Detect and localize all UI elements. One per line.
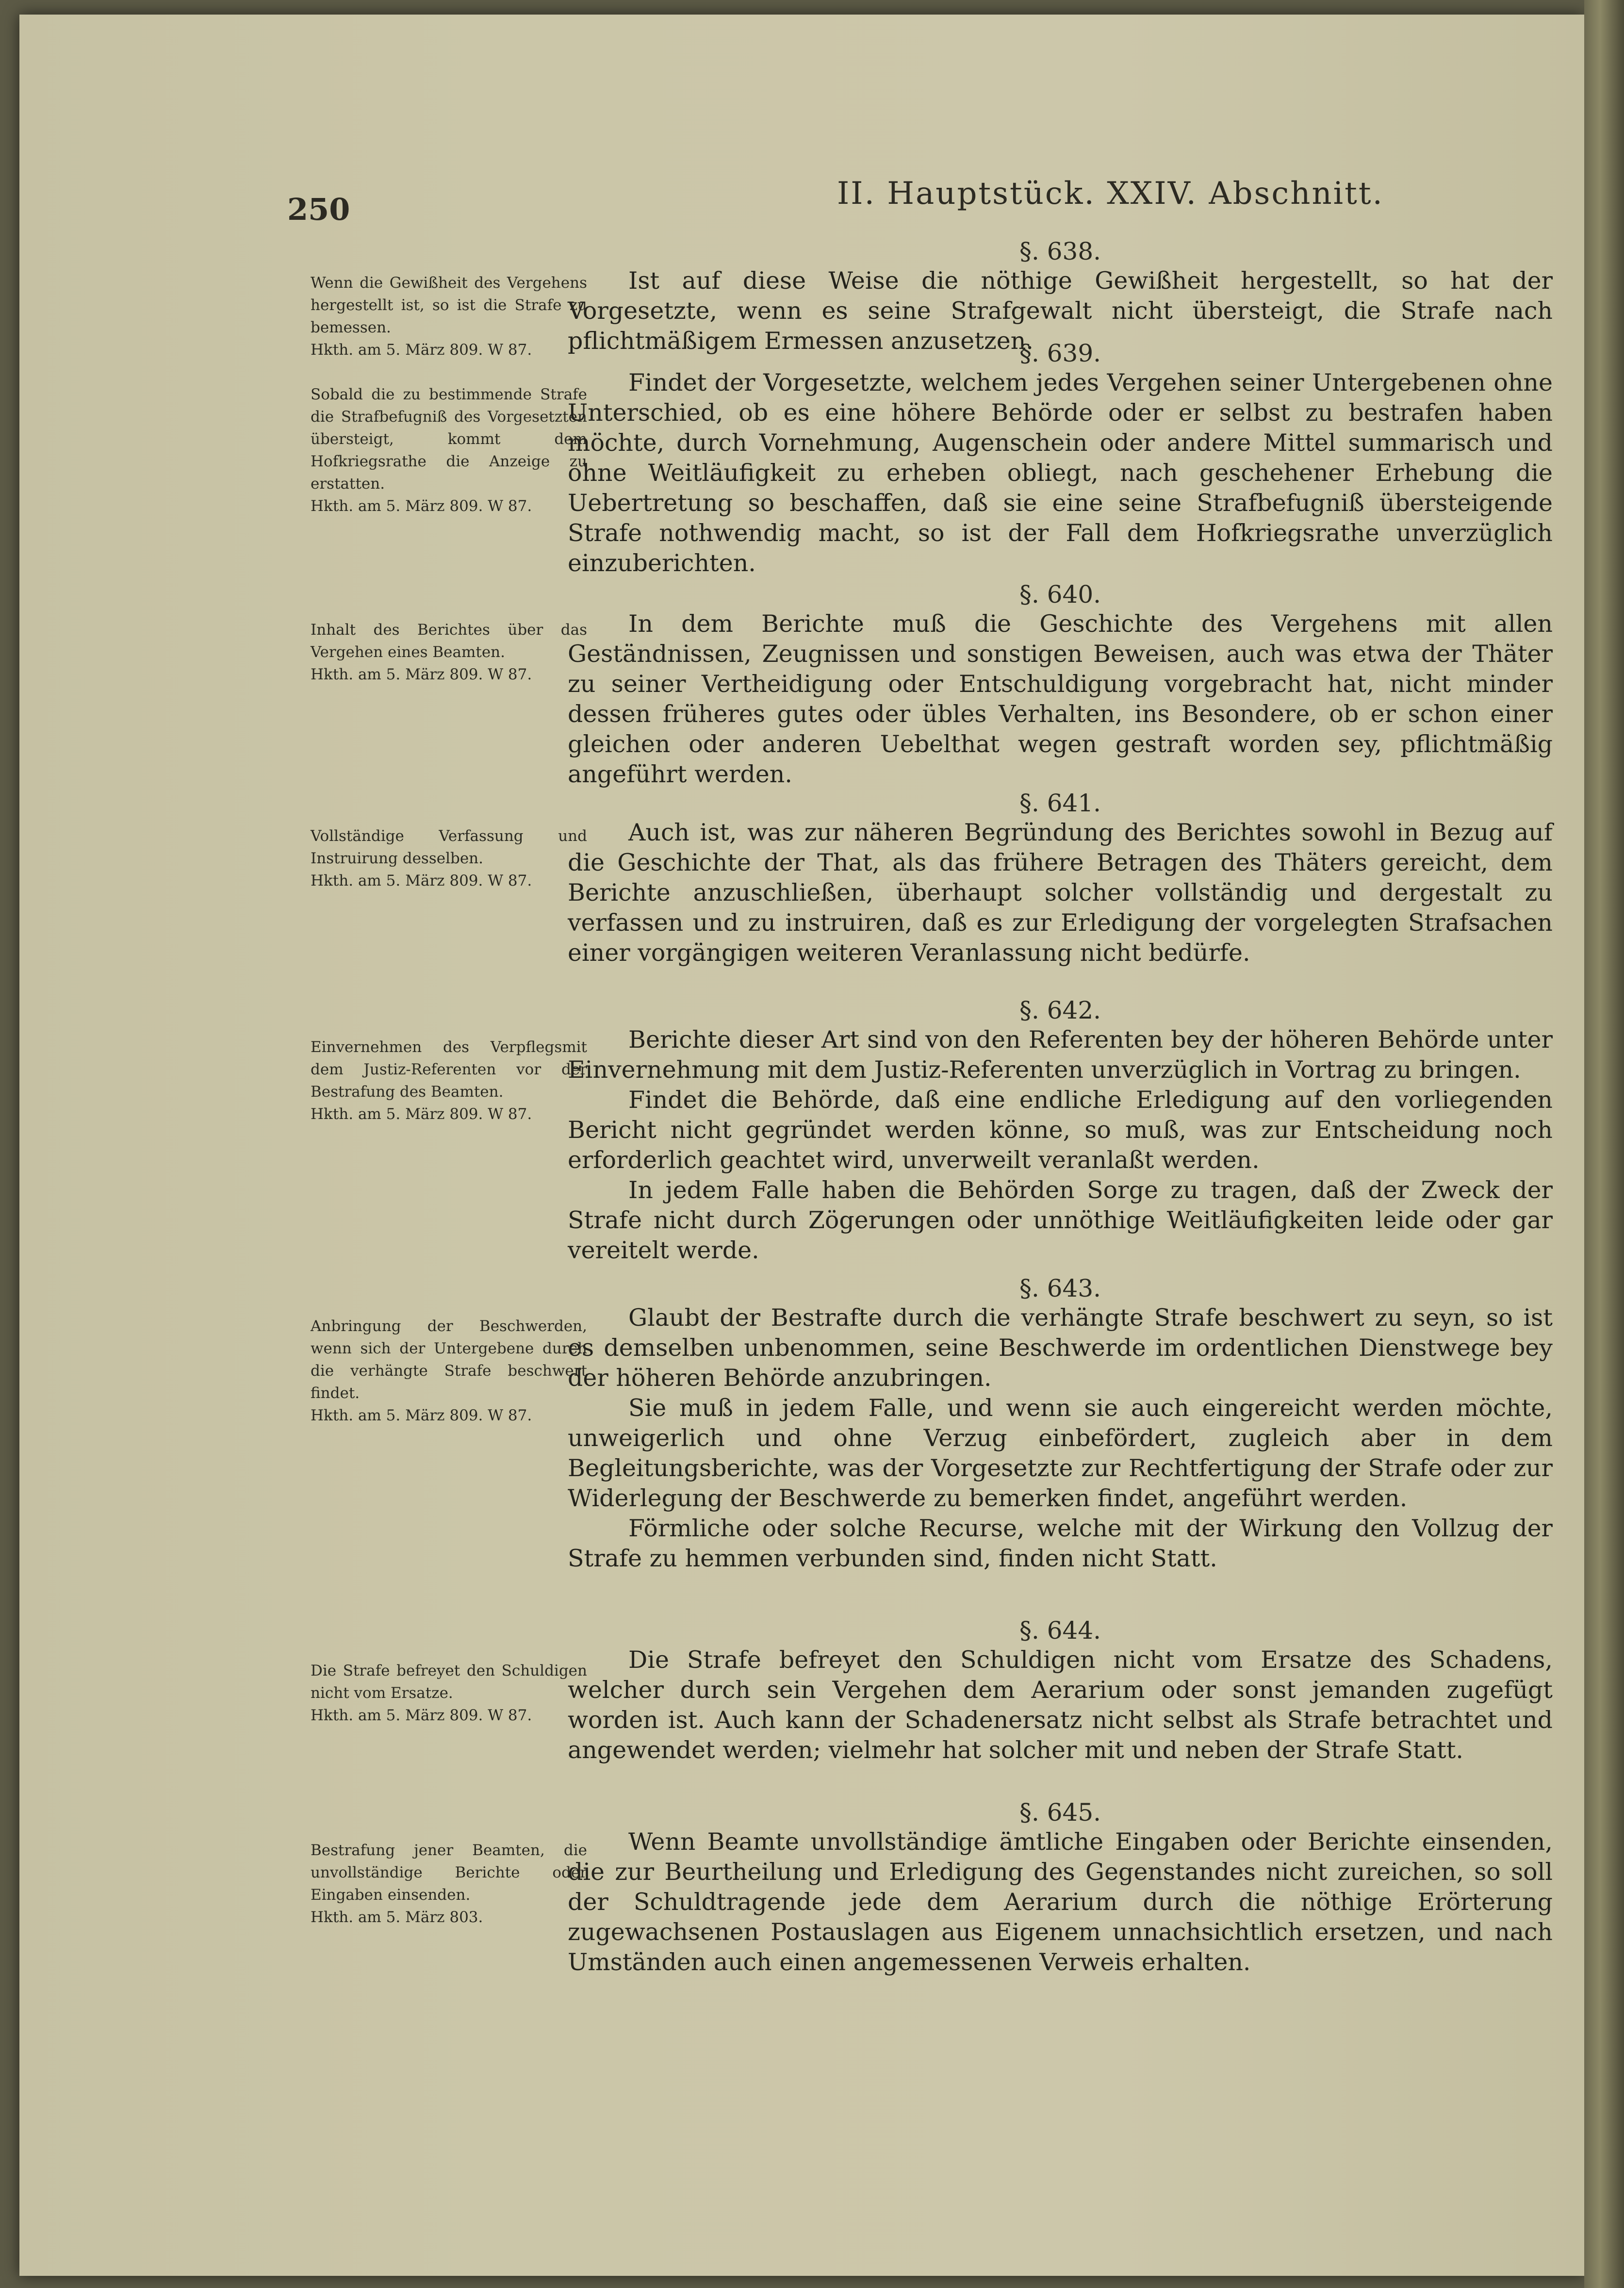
section-number: §. 642. <box>1019 996 1101 1024</box>
section-paragraph: Die Strafe befreyet den Schuldigen nicht vom Ersatze des Schadens, welcher durch sein Vergehen dem Aerarium oder sonst jemanden zugefügt worden ist. Auch kann der Schadenersatz nicht selbst als Strafe betrachtet und angewendet werden; vielmehr hat solcher mit und neben der Strafe Statt. <box>568 1646 1553 1764</box>
margin-note-641 <box>311 825 587 892</box>
section-paragraph: Sie muß in jedem Falle, und wenn sie auch eingereicht werden möchte, unweigerlich und ohne Verzug einbefördert, zugleich aber in dem Begleitungsberichte, was der Vorgesetzte zur Rechtfertigung der Strafe oder zur Widerlegung der Beschwerde zu bemerken findet, angeführt werden. <box>568 1394 1553 1512</box>
section-paragraph: Findet die Behörde, daß eine endliche Erledigung auf den vorliegenden Bericht nicht gegründet werden könne, so muß, was zur Entscheidung noch erforderlich geachtet wird, unverweilt veranlaßt werden. <box>568 1086 1553 1174</box>
margin-note-643 <box>311 1315 587 1427</box>
section-number: §. 641. <box>1019 789 1101 817</box>
margin-note-ref: Hkth. am 5. März 809. W 87. <box>311 666 532 683</box>
section-paragraph: Wenn Beamte unvollständige ämtliche Eingaben oder Berichte einsenden, die zur Beurtheilung und Erledigung des Gegenstandes nicht zureichen, so soll der Schuldtragende jede dem Aerarium durch die nöthige Erörterung zugewachsenen Postauslagen aus Eigenem unnachsichtlich ersetzen, und nach Umständen auch einen angemessenen Verweis erhalten. <box>568 1828 1553 1976</box>
margin-note-645 <box>311 1839 587 1928</box>
margin-note-text: Wenn die Gewißheit des Vergehens hergestellt ist, so ist die Strafe zu bemessen. <box>311 274 587 336</box>
page-number: 250 <box>287 192 350 227</box>
section-paragraph: Berichte dieser Art sind von den Referenten bey der höheren Behörde unter Einvernehmung mit dem Justiz-Referenten unverzüglich in Vortrag zu bringen. <box>568 1026 1553 1084</box>
margin-note-ref: Hkth. am 5. März 809. W 87. <box>311 1105 532 1123</box>
margin-note-text: Inhalt des Berichtes über das Vergehen eines Beamten. <box>311 621 587 661</box>
margin-note-ref: Hkth. am 5. März 809. W 87. <box>311 872 532 889</box>
margin-note-text: Anbringung der Beschwerden, wenn sich der Untergebene durch die verhängte Strafe beschwert findet. <box>311 1317 587 1402</box>
section-641 <box>568 789 1553 968</box>
section-paragraph: Findet der Vorgesetzte, welchem jedes Vergehen seiner Untergebenen ohne Unterschied, ob es eine höhere Behörde oder er selbst zu bestrafen haben möchte, durch Vornehmung, Augenschein oder andere Mittel summarisch und ohne Weitläufigkeit zu erheben obliegt, nach geschehener Erhebung die Uebertretung so beschaffen, daß sie eine seine Strafbefugniß übersteigende Strafe nothwendig macht, so ist der Fall dem Hofkriegsrathe unverzüglich einzuberichten. <box>568 369 1553 577</box>
margin-note-642 <box>311 1036 587 1125</box>
section-paragraph: Auch ist, was zur näheren Begründung des Berichtes sowohl in Bezug auf die Geschichte der That, als das frühere Betragen des Thäters gereicht, dem Berichte anzuschließen, überhaupt solcher vollständig und dergestalt zu verfassen und zu instruiren, daß es zur Erledigung der vorgelegten Strafsachen einer vorgängigen weiteren Veranlassung nicht bedürfe. <box>568 819 1553 967</box>
margin-note-ref: Hkth. am 5. März 809. W 87. <box>311 497 532 515</box>
section-number: §. 645. <box>1019 1798 1101 1827</box>
running-head: II. Hauptstück. XXIV. Abschnitt. <box>837 176 1384 212</box>
section-number: §. 640. <box>1019 580 1101 609</box>
section-number: §. 638. <box>1019 237 1101 265</box>
margin-note-640 <box>311 619 587 686</box>
section-paragraph: In dem Berichte muß die Geschichte des Vergehens mit allen Geständnissen, Zeugnissen und sonstigen Beweisen, auch was etwa der Thäter zu seiner Vertheidigung oder Entschuldigung vorgebracht hat, nicht minder dessen früheres gutes oder übles Verhalten, ins Besondere, ob er schon einer gleichen oder anderen Uebelthat wegen gestraft worden sey, pflichtmäßig angeführt werden. <box>568 610 1553 788</box>
section-643 <box>568 1274 1553 1574</box>
margin-note-639 <box>311 383 587 517</box>
section-642 <box>568 996 1553 1266</box>
margin-note-text: Sobald die zu bestimmende Strafe die Strafbefugniß des Vorgesetzten übersteigt, kommt dem Hofkriegsrathe die Anzeige zu erstatten. <box>311 386 587 493</box>
book-spine <box>1584 0 1624 2288</box>
margin-note-ref: Hkth. am 5. März 809. W 87. <box>311 341 532 359</box>
margin-note-ref: Hkth. am 5. März 809. W 87. <box>311 1407 532 1424</box>
margin-note-text: Einvernehmen des Verpflegsmit dem Justiz-Referenten vor der Bestrafung des Beamten. <box>311 1038 587 1101</box>
margin-note-text: Bestrafung jener Beamten, die unvollständige Berichte oder Eingaben einsenden. <box>311 1842 587 1904</box>
section-645 <box>568 1798 1553 1977</box>
section-number: §. 644. <box>1019 1616 1101 1645</box>
section-paragraph: Glaubt der Bestrafte durch die verhängte Strafe beschwert zu seyn, so ist es demselben unbenommen, seine Beschwerde im ordentlichen Dienstwege bey der höheren Behörde anzubringen. <box>568 1304 1553 1392</box>
section-640 <box>568 580 1553 790</box>
margin-note-644 <box>311 1660 587 1727</box>
margin-note-ref: Hkth. am 5. März 803. <box>311 1909 483 1926</box>
section-639 <box>568 339 1553 578</box>
section-number: §. 643. <box>1019 1274 1101 1302</box>
section-644 <box>568 1616 1553 1765</box>
margin-note-text: Die Strafe befreyet den Schuldigen nicht vom Ersatze. <box>311 1662 587 1702</box>
margin-note-text: Vollständige Verfassung und Instruirung desselben. <box>311 827 587 867</box>
margin-note-638 <box>311 272 587 361</box>
margin-note-ref: Hkth. am 5. März 809. W 87. <box>311 1707 532 1724</box>
section-paragraph: Förmliche oder solche Recurse, welche mit der Wirkung den Vollzug der Strafe zu hemmen verbunden sind, finden nicht Statt. <box>568 1514 1553 1572</box>
section-paragraph: In jedem Falle haben die Behörden Sorge zu tragen, daß der Zweck der Strafe nicht durch Zögerungen oder unnöthige Weitläufigkeiten leide oder gar vereitelt werde. <box>568 1176 1553 1264</box>
section-number: §. 639. <box>1019 339 1101 367</box>
section-paragraph: Ist auf diese Weise die nöthige Gewißheit hergestellt, so hat der Vorgesetzte, wenn es seine Strafgewalt nicht übersteigt, die Strafe nach pflichtmäßigem Ermessen anzusetzen. <box>568 267 1553 355</box>
